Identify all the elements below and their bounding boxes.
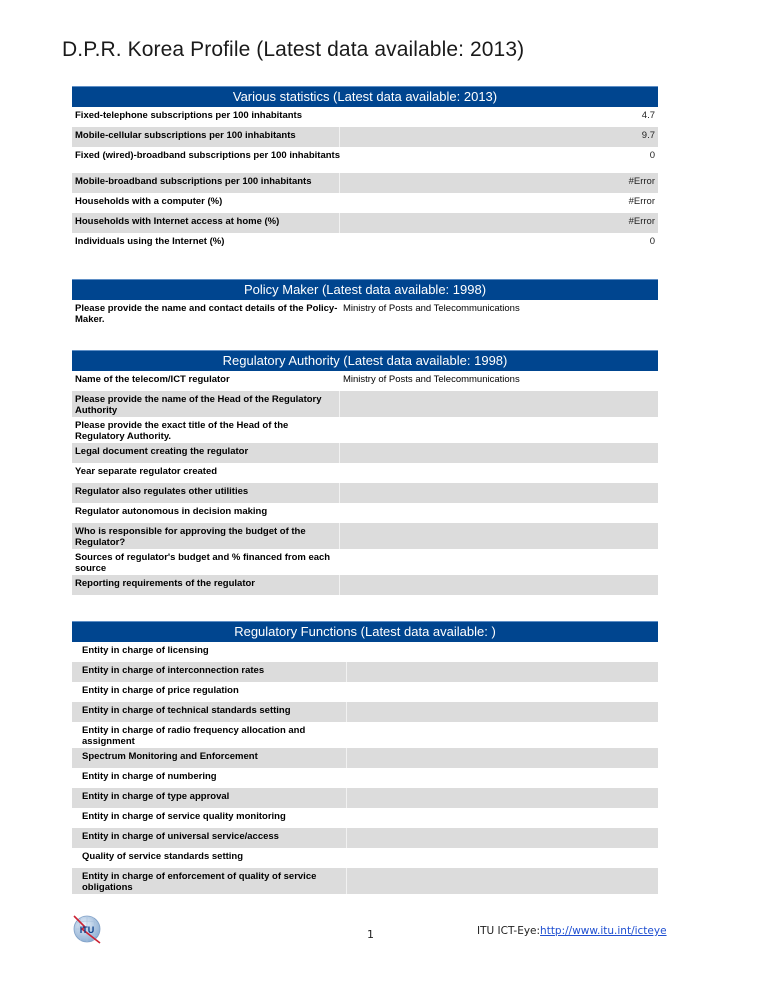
table-row (72, 173, 658, 193)
row-label: Fixed-telephone subscriptions per 100 inhabitants (75, 110, 302, 121)
table-row (72, 147, 658, 173)
table-row (72, 233, 658, 253)
row-label: Regulator also regulates other utilities (72, 483, 340, 503)
section-header: Regulatory Functions (Latest data available: ) (72, 621, 658, 642)
logo-text: ITU (79, 925, 95, 935)
row-label: Entity in charge of radio frequency allocation and assignment (82, 725, 306, 747)
table-row (72, 788, 658, 808)
row-value (340, 463, 658, 483)
table-row (72, 575, 658, 595)
credit-prefix: ITU ICT-Eye: (477, 925, 541, 937)
row-value (347, 662, 658, 682)
row-value: 4.7 (641, 110, 655, 121)
table-row (72, 371, 658, 391)
table-row (72, 503, 658, 523)
row-label: Name of the telecom/ICT regulator (75, 374, 230, 385)
row-value (347, 722, 658, 748)
table-row (72, 127, 658, 147)
regulatory-authority-section (72, 350, 658, 595)
row-value (347, 848, 658, 868)
table-row (72, 549, 658, 575)
row-label: Please provide the exact title of the Head of the Regulatory Authority. (75, 420, 289, 442)
row-value (340, 443, 658, 463)
table-row (72, 193, 658, 213)
itu-globe-logo-icon (71, 913, 103, 945)
page-title: D.P.R. Korea Profile (Latest data available: 2013) (62, 38, 525, 61)
row-value (340, 503, 658, 523)
row-value (340, 523, 658, 549)
section-header: Policy Maker (Latest data available: 1998) (72, 279, 658, 300)
row-label: Individuals using the Internet (%) (75, 236, 225, 247)
row-label: Entity in charge of numbering (82, 771, 217, 782)
row-label: Year separate regulator created (75, 466, 218, 477)
row-label: Legal document creating the regulator (72, 443, 340, 463)
table-row (72, 107, 658, 127)
footer-credit (477, 925, 667, 937)
row-value (347, 702, 658, 722)
table-row (72, 808, 658, 828)
row-value: 0 (649, 150, 655, 161)
table-row (72, 642, 658, 662)
section-header: Regulatory Authority (Latest data available: 1998) (72, 350, 658, 371)
row-label: Mobile-broadband subscriptions per 100 inhabitants (72, 173, 340, 193)
table-row (72, 868, 658, 894)
table-row (72, 417, 658, 443)
row-label: Entity in charge of enforcement of quality of service obligations (72, 868, 347, 894)
row-label: Spectrum Monitoring and Enforcement (72, 748, 347, 768)
row-label: Entity in charge of service quality monitoring (82, 811, 286, 822)
row-value (340, 483, 658, 503)
row-label: Mobile-cellular subscriptions per 100 inhabitants (72, 127, 340, 147)
row-value (347, 828, 658, 848)
table-row (72, 213, 658, 233)
row-label: Who is responsible for approving the budget of the Regulator? (72, 523, 340, 549)
row-value: #Error (628, 176, 655, 187)
row-value: #Error (628, 196, 655, 207)
table-row (72, 828, 658, 848)
table-row (72, 483, 658, 503)
row-value (347, 808, 658, 828)
row-value (347, 642, 658, 662)
row-value: #Error (628, 216, 655, 227)
page-number: 1 (367, 928, 374, 941)
row-label: Entity in charge of technical standards setting (72, 702, 347, 722)
table-row (72, 682, 658, 702)
row-label: Quality of service standards setting (82, 851, 244, 862)
table-row (72, 391, 658, 417)
table-row (72, 300, 658, 324)
table-row (72, 768, 658, 788)
row-value (340, 575, 658, 595)
table-row (72, 848, 658, 868)
section-header: Various statistics (Latest data available: 2013) (72, 86, 658, 107)
icteye-link[interactable]: http://www.itu.int/icteye (540, 925, 667, 937)
table-row (72, 702, 658, 722)
table-row (72, 662, 658, 682)
row-label: Households with Internet access at home (%) (72, 213, 340, 233)
row-label: Entity in charge of interconnection rates (72, 662, 347, 682)
table-row (72, 463, 658, 483)
table-row (72, 523, 658, 549)
policy-maker-section (72, 279, 658, 324)
table-row (72, 443, 658, 463)
row-label: Please provide the name and contact details of the Policy-Maker. (75, 303, 338, 325)
row-value: 9.7 (641, 130, 655, 141)
row-label: Entity in charge of universal service/access (72, 828, 347, 848)
row-label: Regulator autonomous in decision making (75, 506, 268, 517)
row-label: Sources of regulator's budget and % financed from each source (75, 552, 331, 574)
regulatory-functions-section (72, 621, 658, 894)
row-label: Entity in charge of licensing (82, 645, 209, 656)
row-label: Entity in charge of price regulation (82, 685, 239, 696)
row-label: Please provide the name of the Head of the Regulatory Authority (72, 391, 340, 417)
table-row (72, 722, 658, 748)
row-value (347, 748, 658, 768)
row-value (340, 549, 658, 575)
row-value (347, 768, 658, 788)
row-value (340, 391, 658, 417)
row-value (347, 868, 658, 894)
row-value: 0 (649, 236, 655, 247)
row-value: Ministry of Posts and Telecommunications (343, 303, 520, 314)
row-value (340, 417, 658, 443)
row-label: Households with a computer (%) (75, 196, 223, 207)
row-value (347, 788, 658, 808)
row-value: Ministry of Posts and Telecommunications (343, 374, 520, 385)
row-label: Fixed (wired)-broadband subscriptions per 100 inhabitants (75, 150, 340, 161)
row-label: Reporting requirements of the regulator (72, 575, 340, 595)
row-label: Entity in charge of type approval (72, 788, 347, 808)
statistics-section (72, 86, 658, 253)
row-value (347, 682, 658, 702)
table-row (72, 748, 658, 768)
